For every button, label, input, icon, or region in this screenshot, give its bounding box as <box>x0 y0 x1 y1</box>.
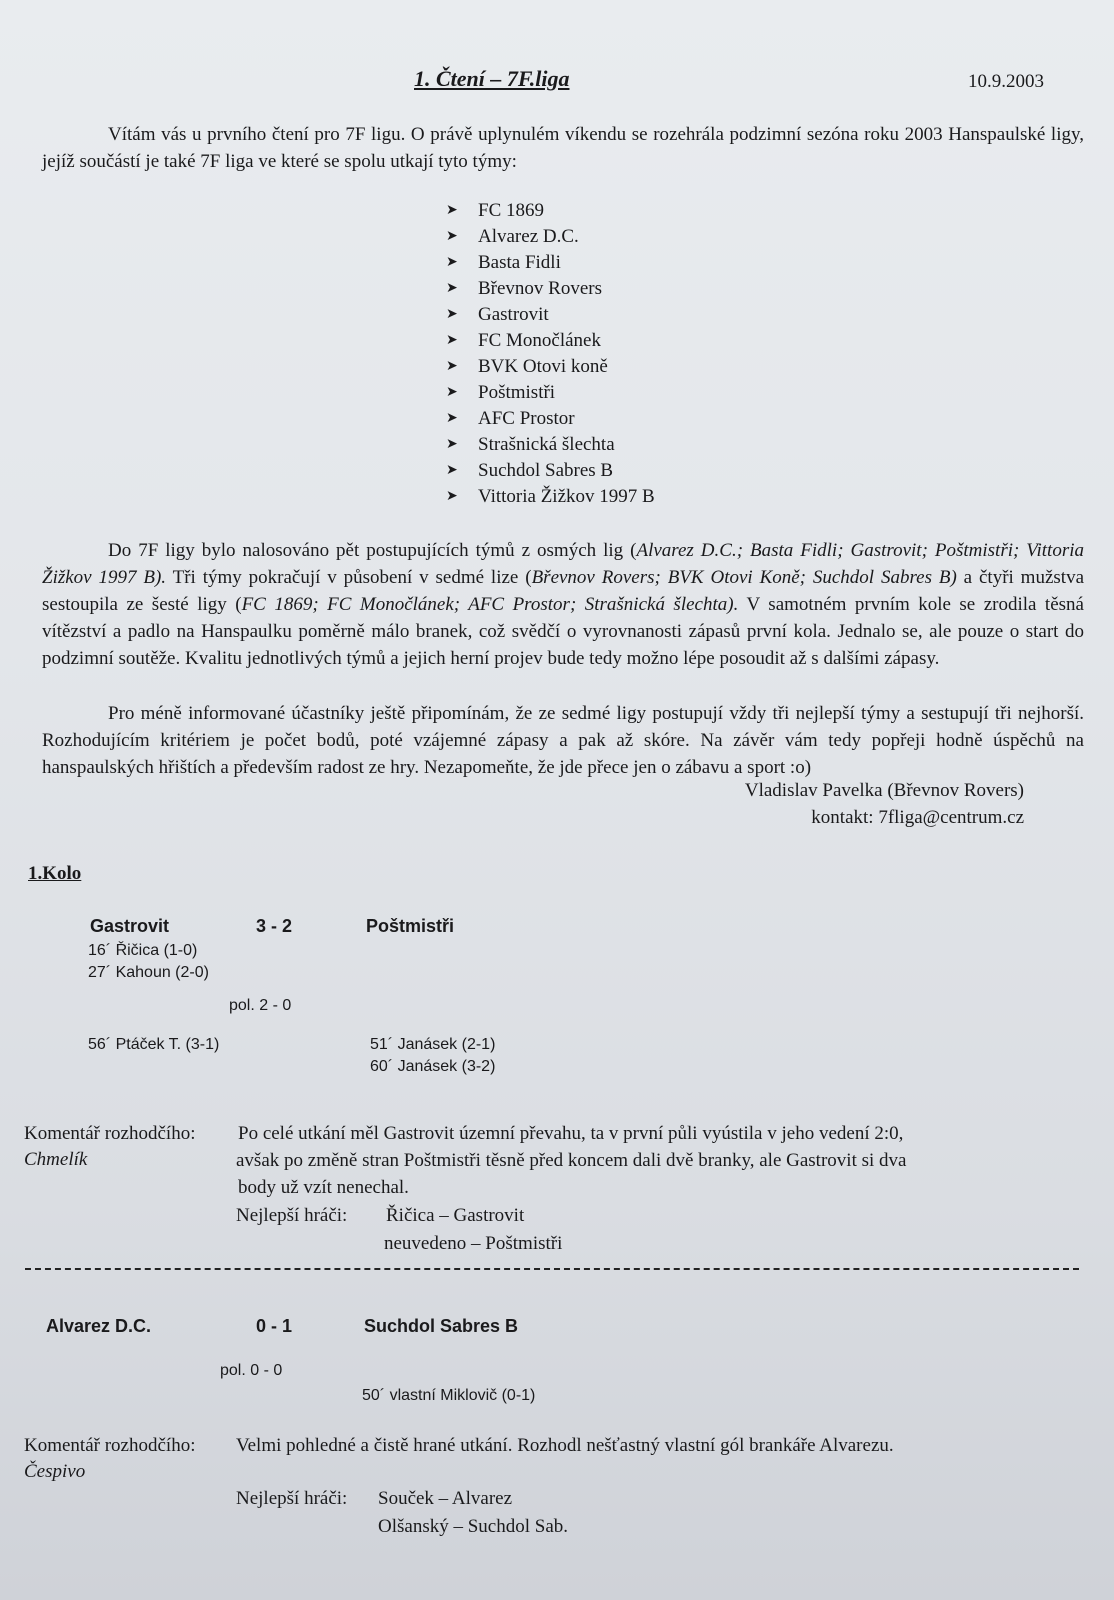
arrow-bullet-icon: ➤ <box>446 255 458 270</box>
halftime-score: pol. 2 - 0 <box>229 997 292 1014</box>
home-team: Gastrovit <box>90 916 170 936</box>
list-item: ➤ Břevnov Rovers <box>446 276 655 302</box>
list-item: ➤ BVK Otovi koně <box>446 354 655 380</box>
best-players-label: Nejlepší hráči: <box>236 1205 348 1226</box>
best-players-label: Nejlepší hráči: <box>236 1488 348 1509</box>
page-title: 1. Čtení – 7F.liga <box>414 66 570 91</box>
list-item: ➤ Alvarez D.C. <box>446 224 655 250</box>
arrow-bullet-icon: ➤ <box>446 437 458 452</box>
best-player: Olšanský – Suchdol Sab. <box>378 1516 568 1537</box>
home-team: Alvarez D.C. <box>46 1316 152 1336</box>
goal-event: 60´ Janásek (3-2) <box>370 1058 496 1075</box>
goal-event: 51´ Janásek (2-1) <box>370 1036 496 1053</box>
draw-paragraph: Do 7F ligy bylo nalosováno pět postupujících týmů z osmých lig (Alvarez D.C.; Basta Fidli; Gastrovit; Poštmistři; Vittoria Žižkov 1997 B). Tři týmy pokračují v působení v sedmé lize (Břevnov Rovers; BVK Otovi Koně; Suchdol Sabres B) a čtyři mužstva sestoupila ze šesté ligy (FC 1869; FC Monočlánek; AFC Prostor; Strašnická šlechta). V samotném prvním kole se zrodila těsná vítězství a padlo na Hanspaulku poměrně málo branek, což svědčí o vyrovnanosti zápasů první kola. Jednalo se, ale pouze o start do podzimní soutěže. Kvalitu jednotlivých týmů a jejich herní projev bude tedy možno lépe posoudit až s dalšími zápasy. <box>42 540 1085 669</box>
arrow-bullet-icon: ➤ <box>446 229 458 244</box>
comment-line: Po celé utkání měl Gastrovit územní převahu, ta v první půli vyústila v jeho vedení 2:0, <box>238 1123 904 1144</box>
arrow-bullet-icon: ➤ <box>446 385 458 400</box>
away-team: Suchdol Sabres B <box>364 1316 519 1336</box>
match-score: 0 - 1 <box>256 1316 293 1336</box>
best-player: Řičica – Gastrovit <box>386 1205 525 1226</box>
goal-event: 27´ Kahoun (2-0) <box>88 964 209 981</box>
goal-event: 16´ Řičica (1-0) <box>88 942 198 959</box>
arrow-bullet-icon: ➤ <box>446 203 458 218</box>
divider <box>25 1268 1079 1270</box>
list-item: ➤ Poštmistři <box>446 380 655 406</box>
arrow-bullet-icon: ➤ <box>446 411 458 426</box>
arrow-bullet-icon: ➤ <box>446 489 458 504</box>
rules-paragraph: Pro méně informované účastníky ještě připomínám, že ze sedmé ligy postupují vždy tři nejlepší týmy a sestupují tři nejhorší. Rozhodujícím kritériem je počet bodů, poté vzájemné zápasy a pak až skóre. Na závěr vám tedy popřeji hodně úspěchů na hanspaulských hřištích a především radost ze hry. Nezapomeňte, že jde přece jen o zábavu a sport :o) <box>42 703 1084 778</box>
list-item: ➤ Basta Fidli <box>446 250 655 276</box>
intro-paragraph: Vítám vás u prvního čtení pro 7F ligu. O právě uplynulém víkendu se rozehrála podzimní sezóna roku 2003 Hanspaulské ligy, jejíž součástí je také 7F liga ve které se spolu utkají tyto týmy: <box>42 124 1084 172</box>
comment-label: Komentář rozhodčího: <box>24 1435 196 1456</box>
away-team: Poštmistři <box>366 916 455 936</box>
date: 10.9.2003 <box>968 71 1044 92</box>
goal-event: 56´ Ptáček T. (3-1) <box>88 1036 220 1053</box>
comment-line: Velmi pohledné a čistě hrané utkání. Rozhodl nešťastný vlastní gól brankáře Alvarezu. <box>236 1435 894 1456</box>
round-heading: 1.Kolo <box>28 863 82 884</box>
list-item: ➤ FC Monočlánek <box>446 328 655 354</box>
halftime-score: pol. 0 - 0 <box>220 1362 283 1379</box>
list-item: ➤ Gastrovit <box>446 302 655 328</box>
comment-line: body už vzít nenechal. <box>238 1177 409 1198</box>
list-item: ➤ Vittoria Žižkov 1997 B <box>446 484 655 510</box>
arrow-bullet-icon: ➤ <box>446 281 458 296</box>
list-item: ➤ AFC Prostor <box>446 406 655 432</box>
referee-name: Chmelík <box>24 1149 88 1170</box>
comment-line: avšak po změně stran Poštmistři těsně před koncem dali dvě branky, ale Gastrovit si dva <box>236 1150 907 1171</box>
arrow-bullet-icon: ➤ <box>446 463 458 478</box>
arrow-bullet-icon: ➤ <box>446 359 458 374</box>
signature-name: Vladislav Pavelka (Břevnov Rovers) <box>744 780 1024 801</box>
match-score: 3 - 2 <box>256 916 293 936</box>
list-item: ➤ Suchdol Sabres B <box>446 458 655 484</box>
list-item: ➤ Strašnická šlechta <box>446 432 655 458</box>
comment-label: Komentář rozhodčího: <box>24 1123 196 1144</box>
best-player: neuvedeno – Poštmistři <box>384 1233 563 1254</box>
referee-name: Čespivo <box>24 1461 86 1482</box>
list-item: ➤ FC 1869 <box>446 198 655 224</box>
team-list <box>446 198 655 510</box>
signature-contact: kontakt: 7fliga@centrum.cz <box>811 807 1024 828</box>
best-player: Souček – Alvarez <box>378 1488 513 1509</box>
goal-event: 50´ vlastní Miklovič (0-1) <box>362 1387 536 1404</box>
arrow-bullet-icon: ➤ <box>446 333 458 348</box>
arrow-bullet-icon: ➤ <box>446 307 458 322</box>
